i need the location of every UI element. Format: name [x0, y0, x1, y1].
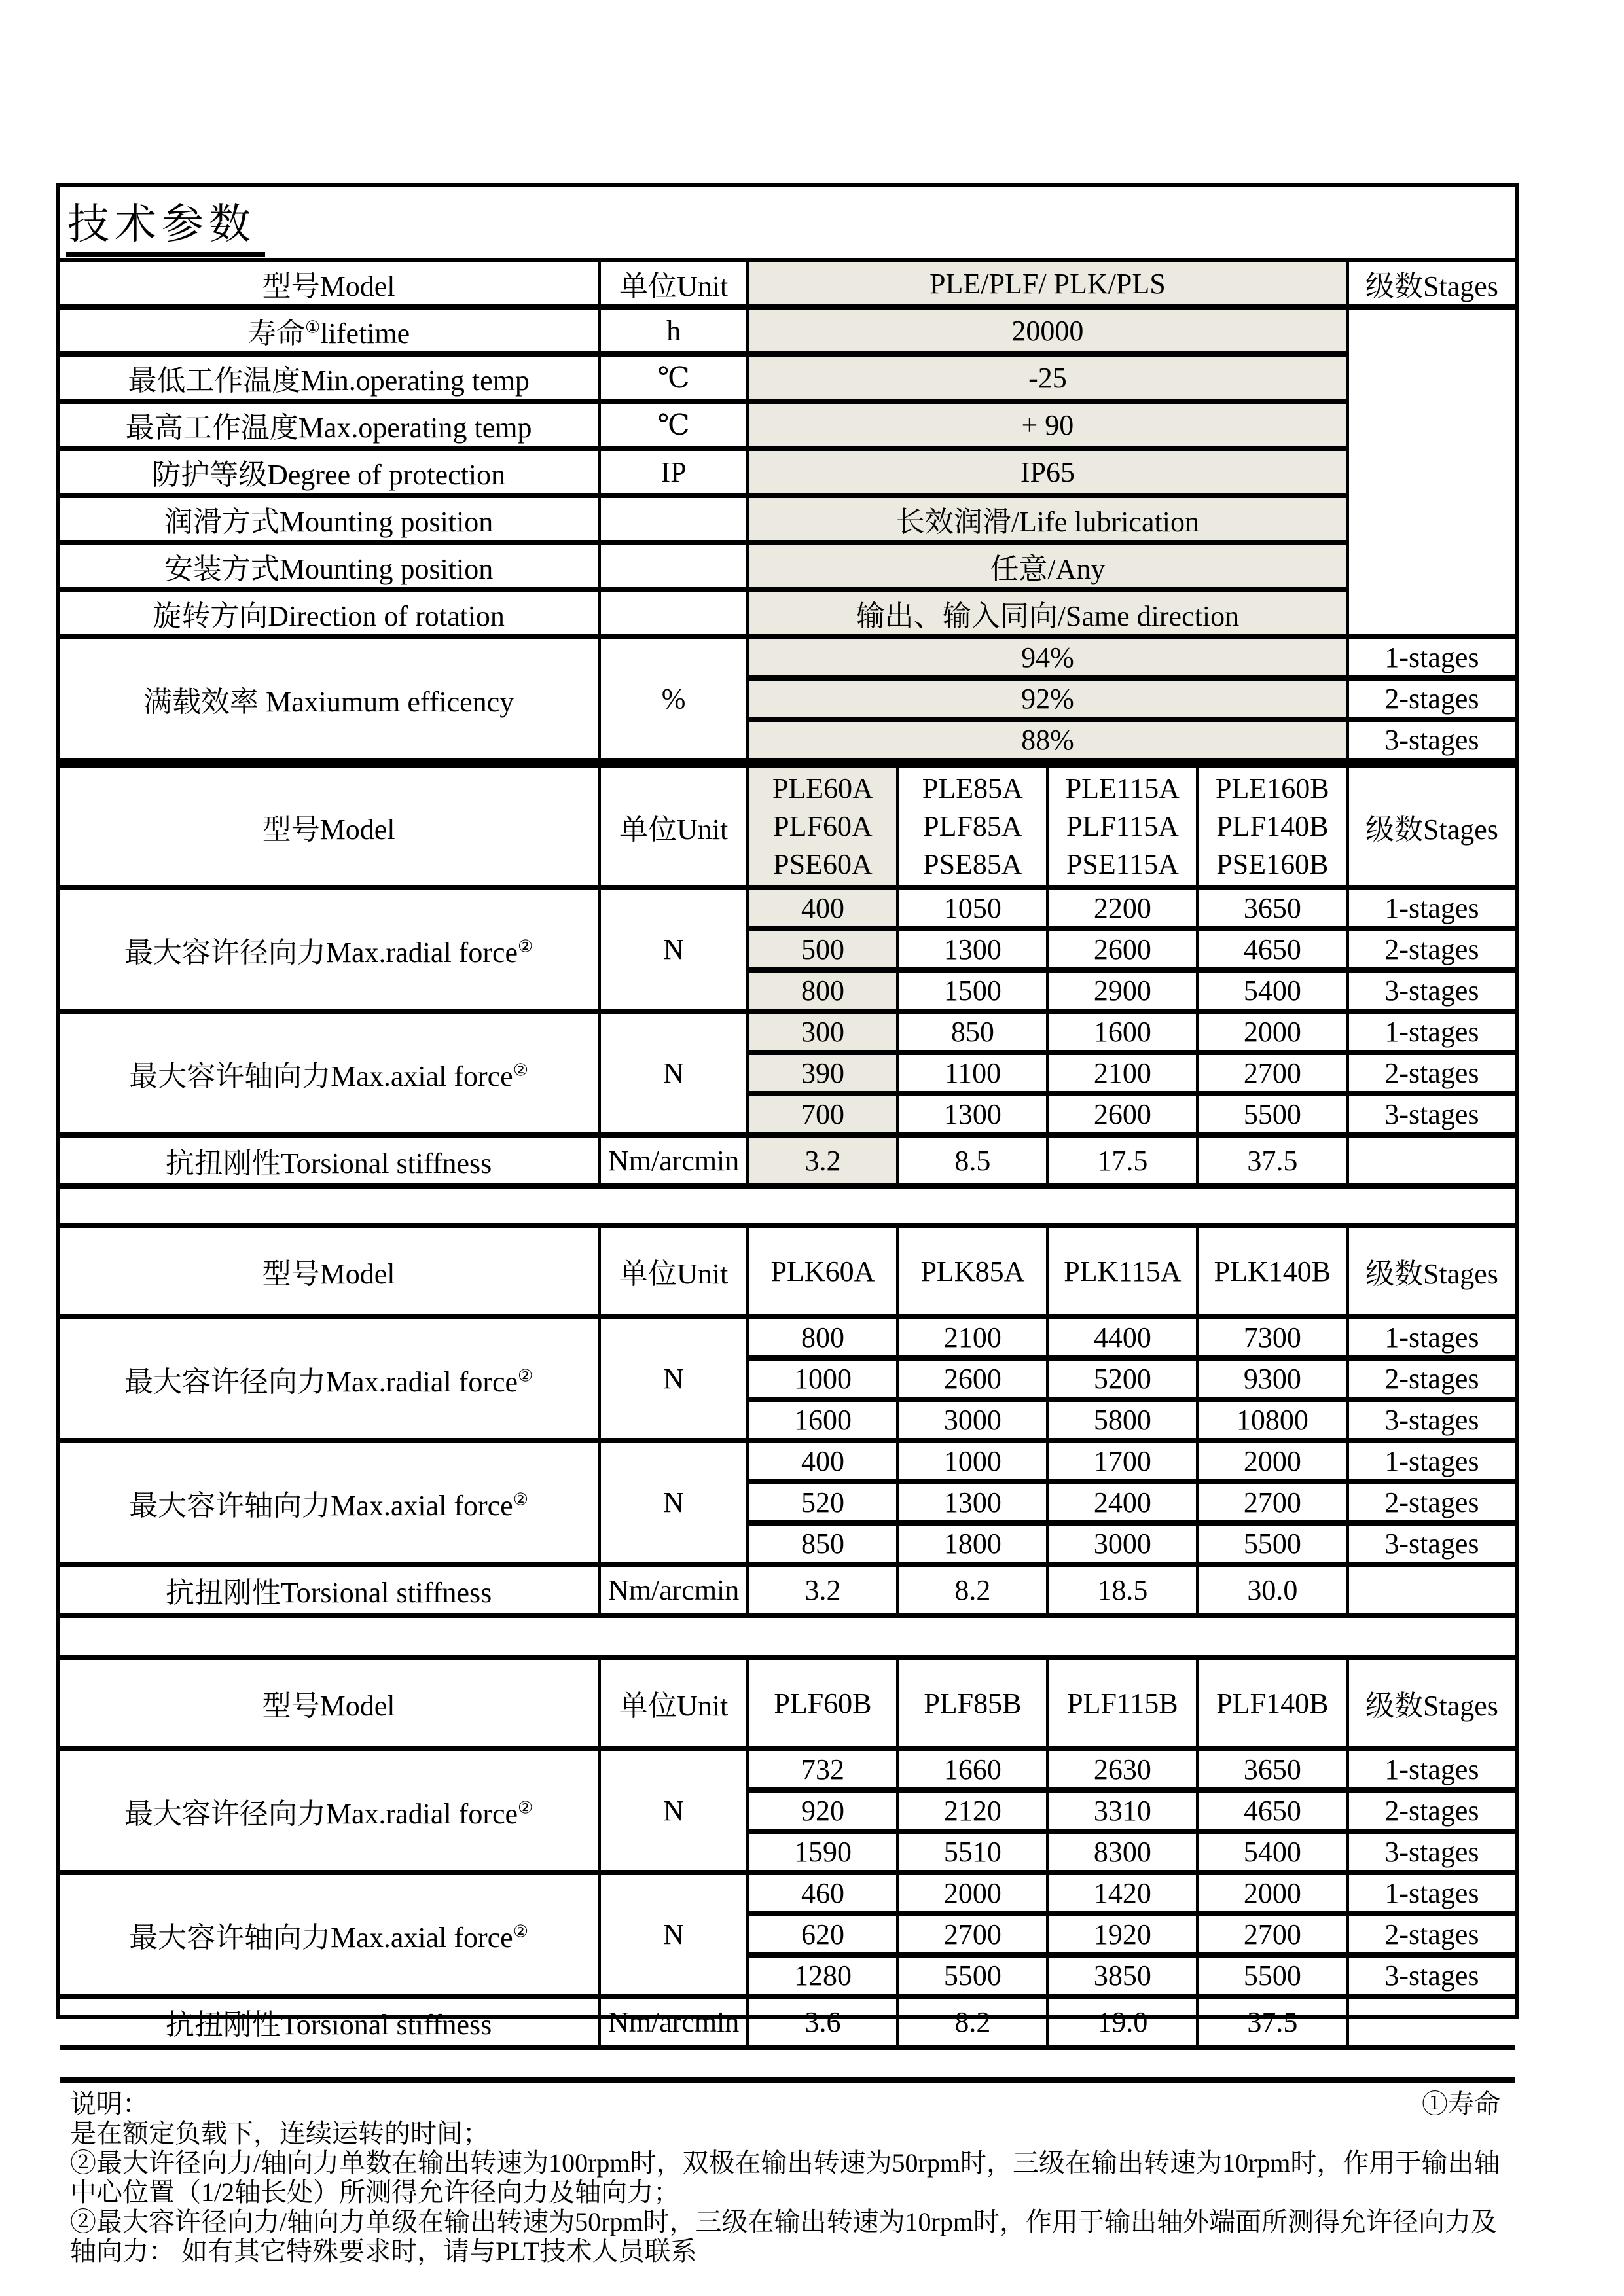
efficiency-label-cell: 满载效率 Maxiumum efficency — [60, 637, 600, 761]
footnote-mark: ② — [513, 1060, 529, 1079]
value-cell: 2100 — [897, 1317, 1047, 1358]
general-spec-table — [60, 262, 1515, 763]
value-cell: 500 — [748, 929, 897, 970]
value-cell: 700 — [748, 1094, 897, 1135]
header-stages-cell: 级数Stages — [1347, 1657, 1515, 1749]
value-cell: 1300 — [897, 1482, 1047, 1523]
value-cell: 2700 — [897, 1914, 1047, 1955]
value-cell: 5500 — [897, 1955, 1047, 1996]
footnote-mark: ② — [518, 1365, 533, 1385]
header-unit-cell: 单位Unit — [600, 1225, 748, 1317]
value-cell: 1800 — [897, 1523, 1047, 1564]
page-title: 技术参数 — [66, 189, 265, 257]
row-label: 最大容许轴向力Max.axial force — [129, 1921, 513, 1954]
value-cell: 1050 — [897, 888, 1047, 929]
value-cell: 2700 — [1197, 1482, 1347, 1523]
value-cell: + 90 — [748, 401, 1347, 448]
stages-cell: 3-stages — [1347, 1955, 1515, 1996]
spec-table-frame — [56, 183, 1519, 2266]
unit-cell: N — [600, 1011, 748, 1135]
value-cell: 94% — [748, 637, 1347, 678]
value-cell: 18.5 — [1047, 1564, 1197, 1615]
stages-cell: 3-stages — [1347, 1399, 1515, 1441]
stages-empty-cell — [1347, 1135, 1515, 1186]
row-label: 寿命 — [247, 317, 306, 350]
row-label-en: lifetime — [320, 317, 410, 350]
header-model-cell: 型号Model — [60, 766, 600, 888]
model-name: PLF140B — [1216, 810, 1329, 842]
torsional-label-cell: 抗扭刚性Torsional stiffness — [60, 1564, 600, 1615]
model-name: PLF85A — [923, 810, 1022, 842]
model-name: PSE85A — [923, 848, 1022, 880]
value-cell: 850 — [897, 1011, 1047, 1052]
unit-cell: ℃ — [600, 354, 748, 401]
section-gap — [60, 2050, 1515, 2077]
model-name: PLF115A — [1066, 810, 1179, 842]
value-cell: 850 — [748, 1523, 897, 1564]
value-cell: 37.5 — [1197, 1996, 1347, 2047]
model-name: PSE115A — [1066, 848, 1179, 880]
value-cell: 3000 — [897, 1399, 1047, 1441]
axial-force-label-cell — [60, 1011, 600, 1135]
stages-cell: 3-stages — [1347, 1523, 1515, 1564]
row-label-cell: 防护等级Degree of protection — [60, 448, 600, 495]
model-name: PSE60A — [773, 848, 873, 880]
value-cell: 2600 — [897, 1358, 1047, 1399]
unit-cell: Nm/arcmin — [600, 1564, 748, 1615]
value-cell: 5500 — [1197, 1955, 1347, 1996]
value-cell: 3650 — [1197, 1749, 1347, 1790]
value-cell: IP65 — [748, 448, 1347, 495]
value-cell: 1660 — [897, 1749, 1047, 1790]
stages-cell: 3-stages — [1347, 970, 1515, 1011]
value-cell: 3.6 — [748, 1996, 897, 2047]
value-cell: 520 — [748, 1482, 897, 1523]
unit-cell — [600, 543, 748, 590]
value-cell: 2000 — [1197, 1441, 1347, 1482]
unit-cell: N — [600, 1441, 748, 1564]
stages-cell: 2-stages — [1347, 1358, 1515, 1399]
stages-cell: 2-stages — [1347, 1482, 1515, 1523]
table-title-row — [60, 187, 1515, 262]
value-cell: 2000 — [897, 1873, 1047, 1914]
header-unit-cell: 单位Unit — [600, 1657, 748, 1749]
value-cell: 88% — [748, 719, 1347, 761]
value-cell: 1000 — [748, 1358, 897, 1399]
footnote-mark: ② — [518, 1797, 533, 1817]
row-label: 最大容许径向力Max.radial force — [124, 1797, 518, 1830]
row-label-cell: 旋转方向Direction of rotation — [60, 590, 600, 637]
header-model-cell: 型号Model — [60, 1225, 600, 1317]
section-gap — [60, 1189, 1515, 1223]
stages-cell: 2-stages — [1347, 678, 1515, 719]
value-cell: 92% — [748, 678, 1347, 719]
value-cell: 5500 — [1197, 1523, 1347, 1564]
model-column-cell — [748, 766, 897, 888]
model-column-cell: PLF85B — [897, 1657, 1047, 1749]
value-cell: 4650 — [1197, 929, 1347, 970]
unit-cell: Nm/arcmin — [600, 1996, 748, 2047]
section-a-table — [60, 763, 1515, 1189]
stages-cell: 2-stages — [1347, 1052, 1515, 1094]
value-cell: 8.2 — [897, 1564, 1047, 1615]
value-cell: 2000 — [1197, 1011, 1347, 1052]
stages-cell: 1-stages — [1347, 1749, 1515, 1790]
stages-cell: 1-stages — [1347, 888, 1515, 929]
model-column-cell: PLF60B — [748, 1657, 897, 1749]
model-name: PLE60A — [772, 772, 873, 804]
unit-cell: Nm/arcmin — [600, 1135, 748, 1186]
value-cell: 8.2 — [897, 1996, 1047, 2047]
model-column-cell — [1047, 766, 1197, 888]
radial-force-label-cell — [60, 888, 600, 1011]
value-cell: 2100 — [1047, 1052, 1197, 1094]
note-line: ②最大容许径向力/轴向力单级在输出转速为50rpm时，三级在输出转速为10rpm时，作用于输出轴外端面所测得允许径向力及轴向力： 如有其它特殊要求时，请与PLT技术人员联系 — [70, 2207, 1497, 2266]
value-cell: 输出、输入同向/Same direction — [748, 590, 1347, 637]
value-cell: 400 — [748, 1441, 897, 1482]
model-column-cell — [897, 766, 1047, 888]
stages-cell: 2-stages — [1347, 929, 1515, 970]
value-cell: 1600 — [1047, 1011, 1197, 1052]
value-cell: 1500 — [897, 970, 1047, 1011]
footnote-mark: ② — [518, 936, 533, 956]
row-label-cell: 最高工作温度Max.operating temp — [60, 401, 600, 448]
unit-cell: N — [600, 888, 748, 1011]
value-cell: 2400 — [1047, 1482, 1197, 1523]
value-cell: 4650 — [1197, 1790, 1347, 1831]
value-cell: 3.2 — [748, 1564, 897, 1615]
model-name: PLE115A — [1065, 772, 1180, 804]
value-cell: -25 — [748, 354, 1347, 401]
value-cell: 1700 — [1047, 1441, 1197, 1482]
model-column-cell: PLK85A — [897, 1225, 1047, 1317]
section-c-table — [60, 1655, 1515, 2050]
stages-cell: 1-stages — [1347, 1317, 1515, 1358]
value-cell: 2200 — [1047, 888, 1197, 929]
unit-cell: N — [600, 1317, 748, 1441]
footnote-mark: ② — [513, 1921, 529, 1941]
section-gap — [60, 1618, 1515, 1655]
footnote-mark: ② — [513, 1489, 529, 1509]
model-column-cell: PLK140B — [1197, 1225, 1347, 1317]
value-cell: 3000 — [1047, 1523, 1197, 1564]
value-cell: 任意/Any — [748, 543, 1347, 590]
section-b-table — [60, 1223, 1515, 1618]
value-cell: 20000 — [748, 307, 1347, 354]
value-cell: 17.5 — [1047, 1135, 1197, 1186]
value-cell: 5500 — [1197, 1094, 1347, 1135]
model-column-cell — [1197, 766, 1347, 888]
value-cell: 1000 — [897, 1441, 1047, 1482]
header-series-cell: PLE/PLF/ PLK/PLS — [748, 262, 1347, 307]
value-cell: 1100 — [897, 1052, 1047, 1094]
row-label: 最大容许轴向力Max.axial force — [129, 1489, 513, 1522]
value-cell: 2700 — [1197, 1052, 1347, 1094]
value-cell: 400 — [748, 888, 897, 929]
value-cell: 460 — [748, 1873, 897, 1914]
value-cell: 2000 — [1197, 1873, 1347, 1914]
value-cell: 2700 — [1197, 1914, 1347, 1955]
stages-cell: 3-stages — [1347, 1094, 1515, 1135]
unit-cell: h — [600, 307, 748, 354]
value-cell: 5510 — [897, 1831, 1047, 1873]
notes-lifetime-ref: ①寿命 — [1422, 2089, 1500, 2119]
note-line: 是在额定负载下，连续运转的时间； — [70, 2119, 489, 2148]
notes-heading: 说明： — [70, 2089, 149, 2119]
value-cell: 2630 — [1047, 1749, 1197, 1790]
header-stages-cell: 级数Stages — [1347, 1225, 1515, 1317]
row-label: 最大容许轴向力Max.axial force — [129, 1060, 513, 1092]
stages-cell: 2-stages — [1347, 1790, 1515, 1831]
value-cell: 800 — [748, 970, 897, 1011]
value-cell: 8.5 — [897, 1135, 1047, 1186]
value-cell: 2600 — [1047, 1094, 1197, 1135]
header-model-cell: 型号Model — [60, 262, 600, 307]
value-cell: 1600 — [748, 1399, 897, 1441]
radial-force-label-cell — [60, 1749, 600, 1873]
row-label-cell: 最低工作温度Min.operating temp — [60, 354, 600, 401]
header-model-cell: 型号Model — [60, 1657, 600, 1749]
value-cell: 3310 — [1047, 1790, 1197, 1831]
value-cell: 620 — [748, 1914, 897, 1955]
value-cell: 5200 — [1047, 1358, 1197, 1399]
value-cell: 19.0 — [1047, 1996, 1197, 2047]
value-cell: 1920 — [1047, 1914, 1197, 1955]
notes-section — [60, 2077, 1515, 2266]
value-cell: 长效润滑/Life lubrication — [748, 495, 1347, 543]
row-label: 最大容许径向力Max.radial force — [124, 936, 518, 969]
model-column-cell: PLK60A — [748, 1225, 897, 1317]
stages-empty-cell — [1347, 1564, 1515, 1615]
note-line: ②最大许径向力/轴向力单数在输出转速为100rpm时，双极在输出转速为50rpm时，三级在输出转速为10rpm时，作用于输出轴中心位置（1/2轴长处）所测得允许径向力及轴向力； — [70, 2148, 1500, 2207]
stages-cell: 1-stages — [1347, 637, 1515, 678]
value-cell: 9300 — [1197, 1358, 1347, 1399]
value-cell: 7300 — [1197, 1317, 1347, 1358]
value-cell: 1300 — [897, 929, 1047, 970]
value-cell: 1300 — [897, 1094, 1047, 1135]
value-cell: 2120 — [897, 1790, 1047, 1831]
value-cell: 300 — [748, 1011, 897, 1052]
stages-empty-cell — [1347, 1996, 1515, 2047]
stages-cell: 3-stages — [1347, 719, 1515, 761]
value-cell: 1590 — [748, 1831, 897, 1873]
unit-cell: IP — [600, 448, 748, 495]
model-name: PSE160B — [1216, 848, 1329, 880]
torsional-label-cell: 抗扭刚性Torsional stiffness — [60, 1996, 600, 2047]
value-cell: 800 — [748, 1317, 897, 1358]
model-column-cell: PLK115A — [1047, 1225, 1197, 1317]
stages-empty-cell — [1347, 307, 1515, 637]
value-cell: 5800 — [1047, 1399, 1197, 1441]
value-cell: 37.5 — [1197, 1135, 1347, 1186]
axial-force-label-cell — [60, 1873, 600, 1996]
model-name: PLF60A — [773, 810, 873, 842]
value-cell: 732 — [748, 1749, 897, 1790]
value-cell: 3650 — [1197, 888, 1347, 929]
unit-cell — [600, 590, 748, 637]
torsional-label-cell: 抗扭刚性Torsional stiffness — [60, 1135, 600, 1186]
unit-cell: ℃ — [600, 401, 748, 448]
unit-cell — [600, 495, 748, 543]
unit-cell: N — [600, 1749, 748, 1873]
notes-header-line — [70, 2089, 1500, 2119]
value-cell: 920 — [748, 1790, 897, 1831]
stages-cell: 2-stages — [1347, 1914, 1515, 1955]
value-cell: 3850 — [1047, 1955, 1197, 1996]
row-label-cell — [60, 307, 600, 354]
stages-cell: 1-stages — [1347, 1441, 1515, 1482]
value-cell: 10800 — [1197, 1399, 1347, 1441]
value-cell: 8300 — [1047, 1831, 1197, 1873]
header-unit-cell: 单位Unit — [600, 262, 748, 307]
model-name: PLE160B — [1216, 772, 1329, 804]
row-label-cell: 安装方式Mounting position — [60, 543, 600, 590]
axial-force-label-cell — [60, 1441, 600, 1564]
unit-cell: N — [600, 1873, 748, 1996]
value-cell: 2600 — [1047, 929, 1197, 970]
value-cell: 1280 — [748, 1955, 897, 1996]
value-cell: 390 — [748, 1052, 897, 1094]
unit-cell: % — [600, 637, 748, 761]
row-label: 最大容许径向力Max.radial force — [124, 1365, 518, 1398]
model-column-cell: PLF140B — [1197, 1657, 1347, 1749]
value-cell: 2900 — [1047, 970, 1197, 1011]
value-cell: 30.0 — [1197, 1564, 1347, 1615]
stages-cell: 1-stages — [1347, 1011, 1515, 1052]
value-cell: 5400 — [1197, 1831, 1347, 1873]
model-name: PLE85A — [922, 772, 1023, 804]
footnote-mark: ① — [305, 317, 321, 337]
model-column-cell: PLF115B — [1047, 1657, 1197, 1749]
row-label-cell: 润滑方式Mounting position — [60, 495, 600, 543]
header-stages-cell: 级数Stages — [1347, 262, 1515, 307]
header-unit-cell: 单位Unit — [600, 766, 748, 888]
stages-cell: 3-stages — [1347, 1831, 1515, 1873]
value-cell: 1420 — [1047, 1873, 1197, 1914]
radial-force-label-cell — [60, 1317, 600, 1441]
value-cell: 5400 — [1197, 970, 1347, 1011]
value-cell: 4400 — [1047, 1317, 1197, 1358]
header-stages-cell: 级数Stages — [1347, 766, 1515, 888]
stages-cell: 1-stages — [1347, 1873, 1515, 1914]
value-cell: 3.2 — [748, 1135, 897, 1186]
